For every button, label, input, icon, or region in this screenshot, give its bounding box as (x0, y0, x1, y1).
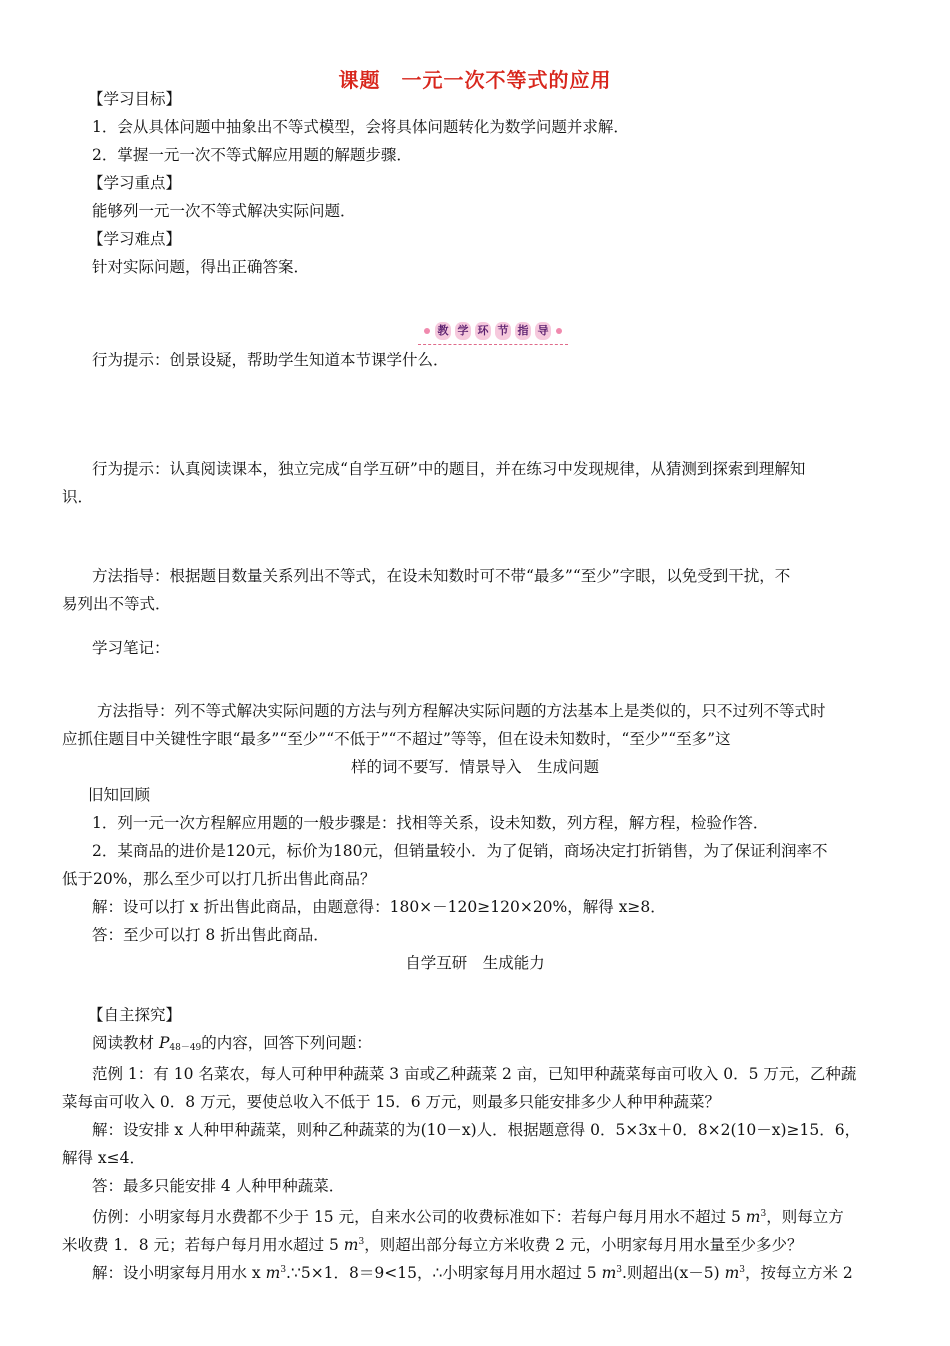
method-guide-1-line-2: 易列出不等式． (62, 595, 171, 613)
method-guide-1-line-1: 方法指导：根据题目数量关系列出不等式，在设未知数时可不带“最多”“至少”字眼，以免受到干扰，不 (92, 567, 791, 585)
method-guide-2-line-3: 样的词不要写．情景导入 生成问题 (350, 758, 599, 776)
solution-text-b: .∵5×1．8＝9<15，∴小明家每月用水超过 5 (286, 1264, 602, 1282)
review-item-2-line-1: 2．某商品的进价是120元，标价为180元，但销量较小．为了促销，商场决定打折销售，为了保证利润率不 (92, 842, 828, 860)
method-guide-2-line-2: 应抓住题目中关键性字眼“最多”“至少”“不低于”“不超过”等等，但在设未知数时，“至少”“至多”这 (62, 730, 731, 748)
unit-exponent: 3 (358, 1237, 365, 1247)
imitation-line-1 (92, 1204, 844, 1227)
example-1-solution-line-1: 解：设安排 x 人种甲种蔬菜，则种乙种蔬菜的为(10－x)人．根据题意得 0．5×3x＋0．8×2(10－x)≥15．6， (92, 1121, 861, 1139)
page-symbol: P (158, 1034, 170, 1052)
objective-item-1: 1．会从具体问题中抽象出不等式模型，会将具体问题转化为数学问题并求解． (92, 118, 629, 136)
key-points-text: 能够列一元一次不等式解决实际问题． (92, 202, 356, 220)
review-answer: 答：至少可以打 8 折出售此商品． (92, 926, 329, 944)
study-notes-label: 学习笔记： (92, 639, 170, 657)
badge-char: 学 (455, 322, 471, 340)
imitation-text-d: ，则超出部分每立方米收费 2 元，小明家每月用水量至少多少？ (364, 1236, 803, 1254)
unit-m: m (745, 1208, 761, 1226)
review-solution: 解：设可以打 x 折出售此商品，由题意得：180×－120≥120×20%，解得 x≥8． (92, 898, 666, 916)
unit-exponent: 3 (739, 1265, 745, 1275)
unit-m: m (601, 1264, 617, 1282)
unit-m: m (265, 1264, 281, 1282)
difficulties-heading: 【学习难点】 (88, 230, 182, 248)
review-item-2-line-2: 低于20%，那么至少可以打几折出售此商品？ (62, 870, 376, 888)
self-study-heading: 【自主探究】 (88, 1006, 182, 1024)
example-1-line-1: 范例 1：有 10 名菜农，每人可种甲种蔬菜 3 亩或乙种蔬菜 2 亩，已知甲种蔬菜每亩可收入 0．5 万元，乙种蔬 (92, 1065, 857, 1083)
section-title: 自学互研 生成能力 (405, 954, 545, 972)
unit-exponent: 3 (616, 1265, 622, 1275)
behavior-hint-2-line-1: 行为提示：认真阅读课本，独立完成“自学互研”中的题目，并在练习中发现规律，从猜测到探索到理解知 (92, 460, 806, 478)
imitation-text-b: ，则每立方 (766, 1208, 844, 1226)
badge-char: 教 (435, 322, 451, 340)
behavior-hint-1: 行为提示：创景设疑，帮助学生知道本节课学什么． (92, 351, 449, 369)
badge-dot-left (424, 328, 430, 334)
solution-text-c: .则超出(x－5) (622, 1264, 725, 1282)
page-title: 课题 一元一次不等式的应用 (338, 68, 612, 92)
unit-exponent: 3 (280, 1265, 287, 1275)
solution-text-a: 解：设小明家每月用水 x (92, 1264, 266, 1282)
unit-m: m (343, 1236, 359, 1254)
key-points-heading: 【学习重点】 (88, 174, 182, 192)
unit-exponent: 3 (760, 1209, 767, 1219)
example-1-line-2: 菜每亩可收入 0．8 万元，要使总收入不低于 15．6 万元，则最多只能安排多少人种甲种蔬菜？ (62, 1093, 721, 1111)
page-range: 48－49 (169, 1043, 202, 1053)
review-heading: 旧知回顾 (88, 786, 151, 804)
solution-text-d: ，按每立方米 2 (745, 1264, 853, 1282)
imitation-text-c: 米收费 1．8 元；若每户每月用水超过 5 (62, 1236, 344, 1254)
example-1-solution-line-2: 解得 x≤4． (62, 1149, 146, 1167)
objectives-heading: 【学习目标】 (88, 90, 182, 108)
difficulties-text: 针对实际问题，得出正确答案． (92, 258, 310, 276)
example-1-answer: 答：最多只能安排 4 人种甲种蔬菜． (92, 1177, 345, 1195)
imitation-line-2 (62, 1232, 802, 1255)
reading-prefix: 阅读教材 (92, 1034, 159, 1052)
badge-char: 环 (475, 322, 491, 340)
unit-m: m (724, 1264, 740, 1282)
teaching-guide-badge (418, 318, 568, 345)
badge-char: 节 (495, 322, 511, 340)
badge-char: 指 (515, 322, 531, 340)
reading-instruction (92, 1033, 372, 1058)
imitation-solution-line-1 (92, 1260, 853, 1283)
badge-char: 导 (535, 322, 551, 340)
reading-suffix: 的内容，回答下列问题： (201, 1034, 372, 1052)
review-item-1: 1．列一元一次方程解应用题的一般步骤是：找相等关系，设未知数，列方程，解方程，检验作答． (92, 814, 769, 832)
behavior-hint-2-line-2: 识． (62, 488, 94, 506)
method-guide-2-line-1: 方法指导：列不等式解决实际问题的方法与列方程解决实际问题的方法基本上是类似的，只不过列不等式时 (97, 702, 826, 720)
badge-dot-right (556, 328, 562, 334)
imitation-text-a: 仿例：小明家每月水费都不少于 15 元，自来水公司的收费标准如下：若每户每月用水不超过 5 (92, 1208, 746, 1226)
objective-item-2: 2．掌握一元一次不等式解应用题的解题步骤． (92, 146, 412, 164)
